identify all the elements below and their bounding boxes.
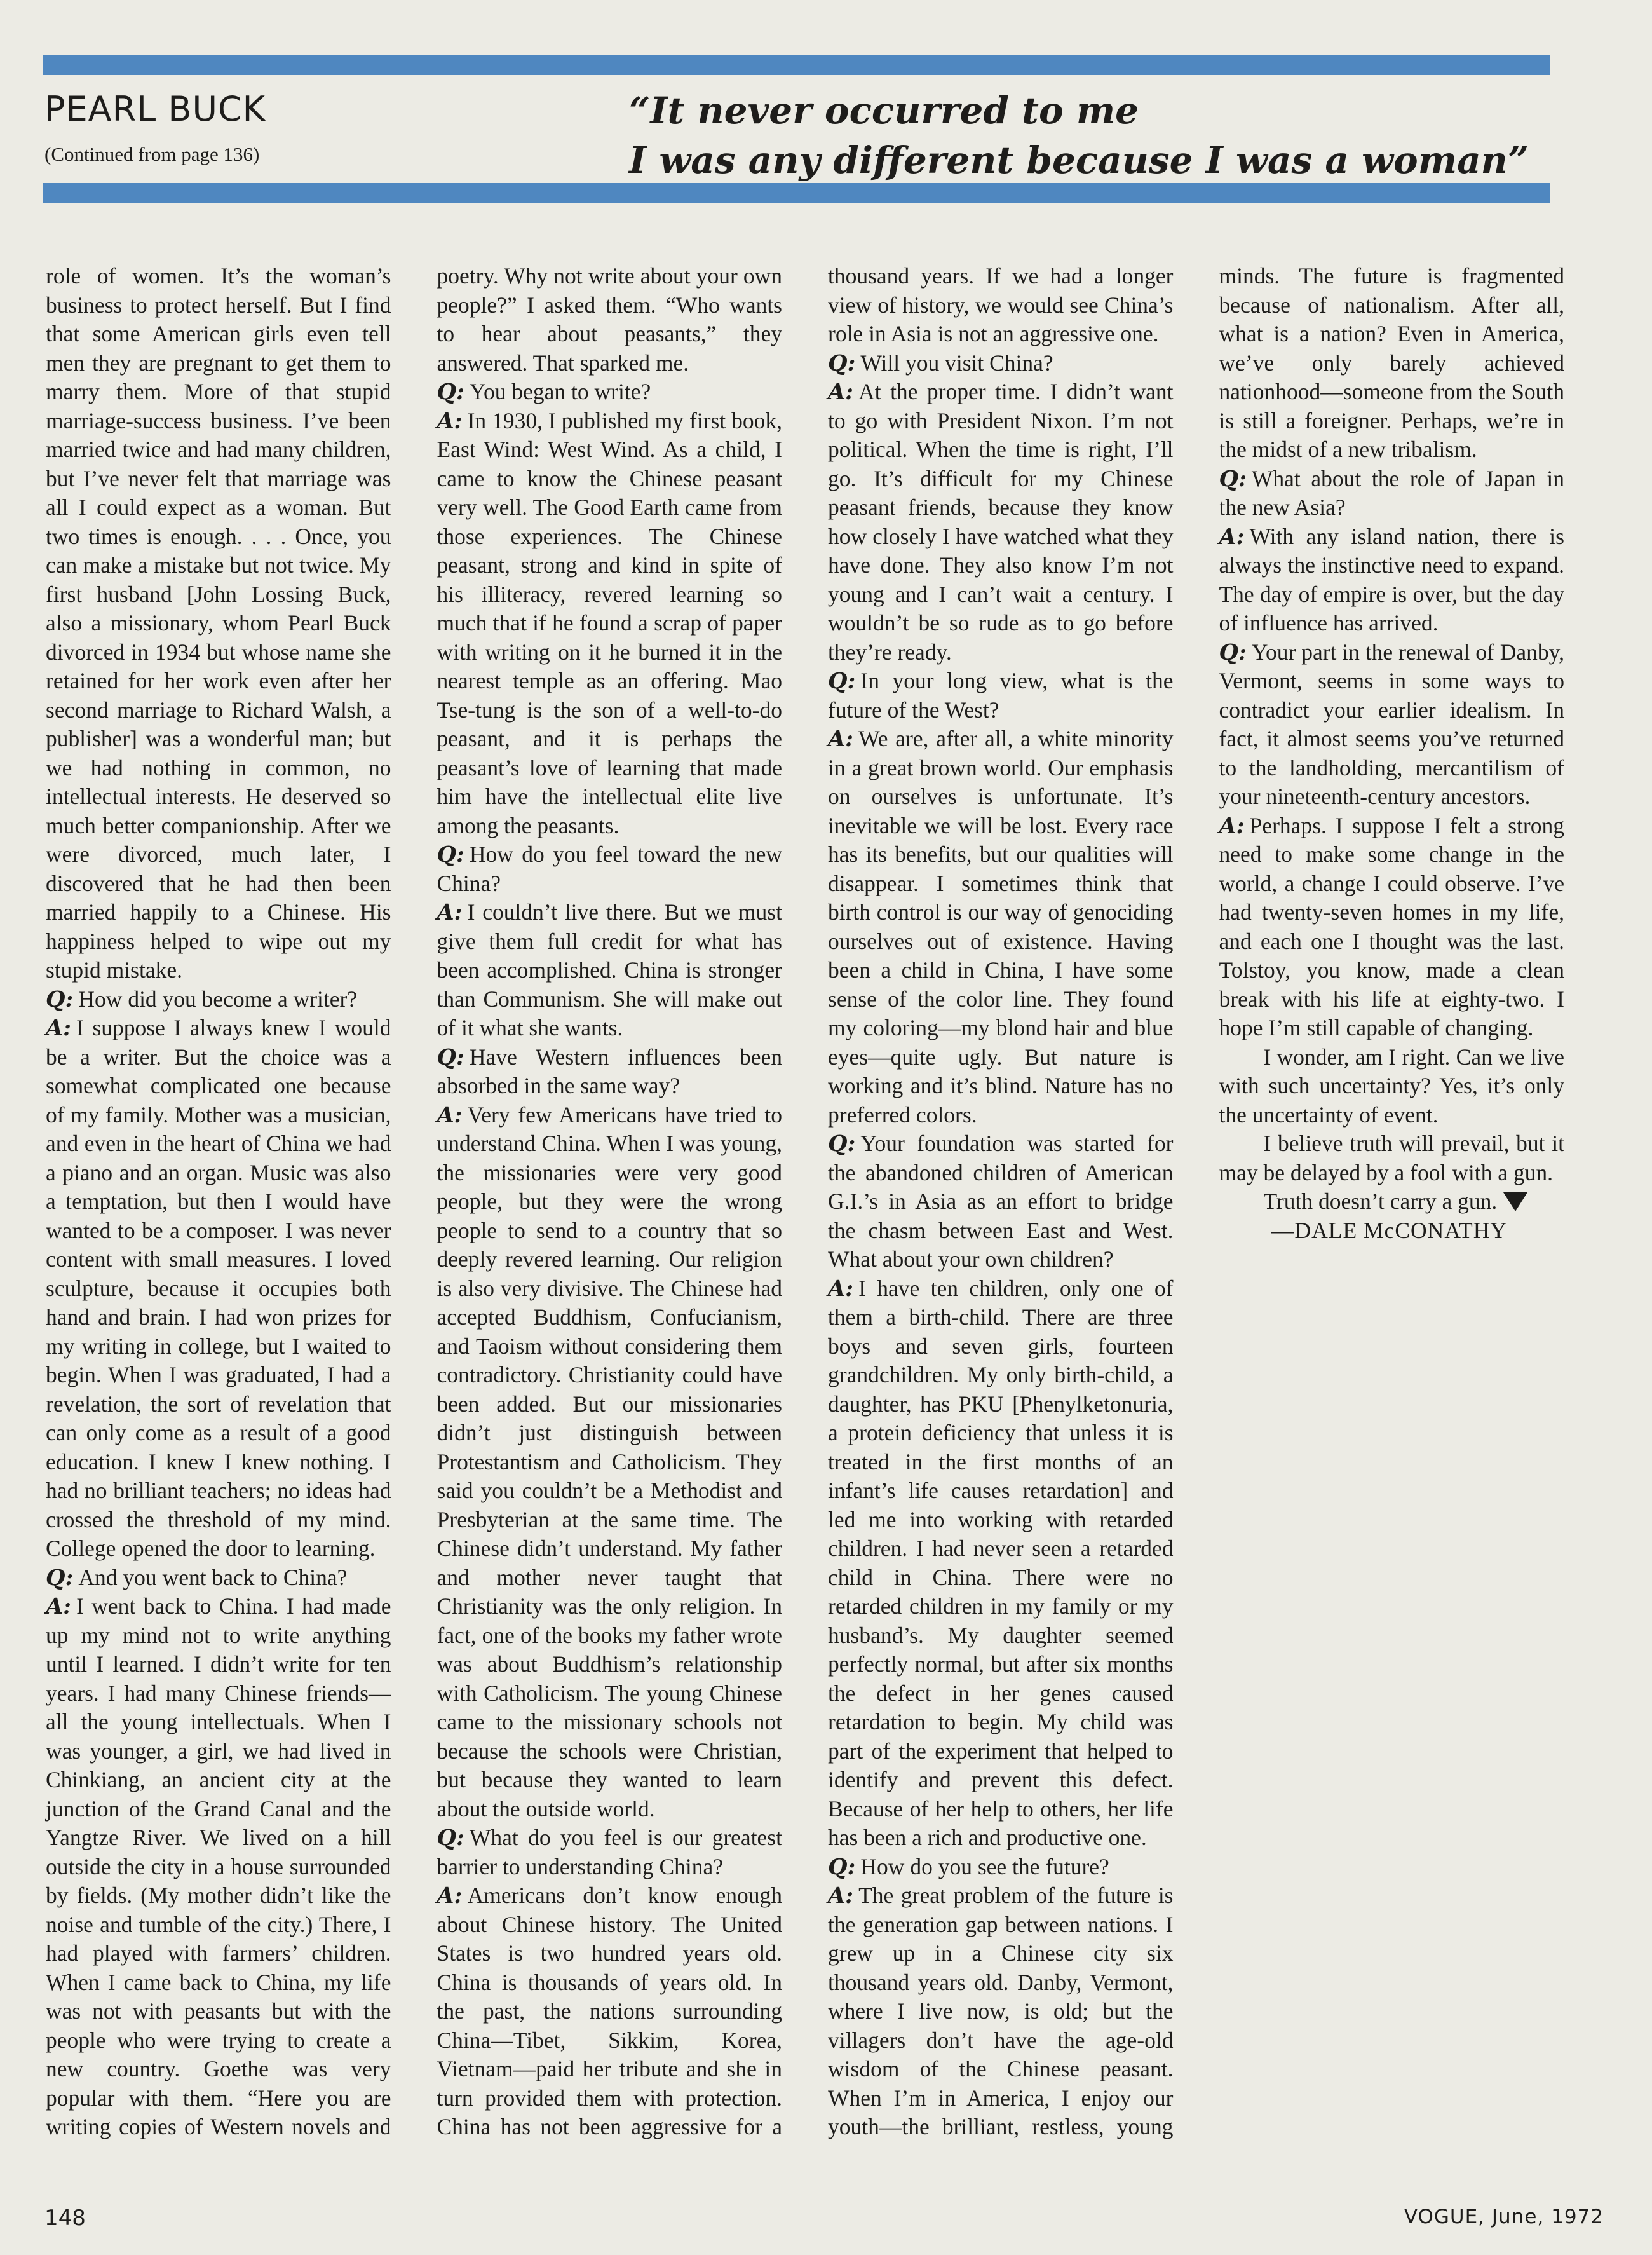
paragraph-text: Your part in the renewal of Danby, Vermont, seems in some ways to contradict your earlier idealism. In fact, it almost seems you’ve returned to the landholding, mercantilism of your nineteenth-century ancestors. xyxy=(1219,639,1564,809)
headline xyxy=(629,86,1550,185)
question-label: Q: xyxy=(46,986,74,1012)
question-paragraph xyxy=(828,1853,1174,1882)
question-paragraph xyxy=(1219,638,1565,812)
headline-line-2: I was any different because I was a woman” xyxy=(629,139,1529,182)
paragraph-text: What do you feel is our greatest barrier to understanding China? xyxy=(437,1825,782,1879)
question-label: Q: xyxy=(437,1825,464,1851)
paragraph-text: In 1930, I published my first book, East Wind: West Wind. As a child, I came to know the Chinese peasant very well. The Good Earth came from those experiences. The Chinese peasant, strong and kind in spite of his illiteracy, revered learning so much that if he found a scrap of paper with writing on it he burned it in the nearest temple as an offering. Mao Tse-tung is the son of a well-to-do peasant, and it is perhaps the peasant’s love of learning that made him have the intellectual elite live among the peasants. xyxy=(437,407,782,838)
answer-paragraph xyxy=(828,1274,1174,1853)
page-number: 148 xyxy=(44,2205,86,2231)
question-label: Q: xyxy=(1219,465,1247,492)
body-paragraph xyxy=(46,262,391,985)
question-label: Q: xyxy=(437,379,464,405)
end-mark-icon xyxy=(1503,1192,1527,1211)
answer-label: A: xyxy=(46,1015,72,1041)
question-paragraph xyxy=(437,1823,783,1881)
answer-label: A: xyxy=(1219,523,1245,550)
question-paragraph xyxy=(437,840,783,898)
question-paragraph xyxy=(46,985,391,1014)
answer-label: A: xyxy=(437,1101,463,1128)
answer-label: A: xyxy=(437,1883,463,1909)
header-bottom-rule xyxy=(43,183,1550,203)
answer-label: A: xyxy=(828,379,854,405)
question-paragraph xyxy=(828,1129,1174,1274)
question-paragraph xyxy=(1219,465,1565,522)
answer-label: A: xyxy=(828,726,854,752)
answer-label: A: xyxy=(828,1883,854,1909)
answer-paragraph xyxy=(828,725,1174,1129)
paragraph-text: role of women. It’s the woman’s business to protect herself. But I find that some American girls even tell men they are pregnant to get them to marry them. More of that stupid marriage-success business. I’ve been married twice and had many children, but I’ve never felt that marriage was all I could expect as a woman. But two times is enough. . . . Once, you can make a mistake but not twice. My first husband [John Lossing Buck, also a missionary, whom Pearl Buck divorced in 1934 but whose name she retained for her work even after her second marriage to Richard Walsh, a publisher] was a wonderful man; but we had nothing in common, no intellectual interests. He deserved so much better companionship. After we were divorced, much later, I discovered that he had then been married happily to a Chinese. His happiness helped to wipe out my stupid mistake. xyxy=(46,263,391,983)
paragraph-text: How do you see the future? xyxy=(860,1853,1109,1879)
paragraph-text: At the proper time. I didn’t want to go with President Nixon. I’m not political. When the time is right, I’ll go. It’s difficult for my Chinese peasant friends, because they know how closely I have watched what they have done. They also know I’m not young and I can’t wait a century. I wouldn’t be so rude as to go before they’re ready. xyxy=(828,379,1174,665)
paragraph-text: We are, after all, a white minority in a great brown world. Our emphasis on ourselves is unfortunate. It’s inevitable we will be lost. Every race has its benefits, but our qualities will disappear. I sometimes think that birth control is our way of genociding ourselves out of existence. Having been a child in China, I have some sense of the color line. They found my coloring—my blond hair and blue eyes—quite ugly. But nature is working and it’s blind. Nature has no preferred colors. xyxy=(828,726,1174,1128)
author-signature: —DALE McCONATHY xyxy=(1271,1217,1507,1243)
paragraph-text: Very few Americans have tried to understand China. When I was young, the missionaries were very good people, but they were the wrong people to send to a country that so deeply revered learning. Our religion is also very divisive. The Chinese had accepted Buddhism, Confucianism, and Taoism without considering them contradictory. Christianity could have been added. But our missionaries didn’t just distinguish between Protestantism and Catholicism. They said you couldn’t be a Methodist and Presbyterian at the same time. The Chinese didn’t understand. My father and mother never taught that Christianity was the only religion. In fact, one of the books my father wrote was about Buddhism’s relationship with Catholicism. The young Chinese came to the missionary schools not because the schools were Christian, but because they wanted to learn about the outside world. xyxy=(437,1101,782,1822)
question-label: Q: xyxy=(828,1131,856,1157)
header-top-rule xyxy=(43,55,1550,75)
section-kicker: PEARL BUCK xyxy=(44,89,266,129)
paragraph-text: With any island nation, there is always the instinctive need to expand. The day of empire is over, but the day of influence has arrived. xyxy=(1219,523,1564,636)
paragraph-text: Will you visit China? xyxy=(860,350,1053,376)
answer-label: A: xyxy=(828,1275,854,1302)
question-label: Q: xyxy=(1219,639,1247,665)
paragraph-text: And you went back to China? xyxy=(78,1564,348,1590)
paragraph-text: I wonder, am I right. Can we live with such uncertainty? Yes, it’s only the uncertainty of event. xyxy=(1219,1044,1564,1128)
question-label: Q: xyxy=(437,1044,464,1070)
answer-label: A: xyxy=(1219,812,1245,839)
question-label: Q: xyxy=(828,1853,856,1880)
body-paragraph xyxy=(1219,1129,1565,1187)
question-paragraph xyxy=(437,378,783,407)
answer-paragraph xyxy=(1219,812,1565,1043)
paragraph-text: Americans don’t know enough about Chinese history. The United States is two hundred years old. China is thousands of years old. In the past, the nations surrounding China—Tibet, Sikkim, Korea, Vietnam—paid her tribute and she in turn provided them with protection. China has not been aggressive for a thousand years. If we had a longer view of history, we would see China’s role in Asia is not an aggressive one. xyxy=(437,263,1174,2139)
continued-note: (Continued from page 136) xyxy=(44,143,260,165)
headline-line-1: “It never occurred to me xyxy=(629,89,1139,132)
paragraph-text: What about the role of Japan in the new Asia? xyxy=(1219,465,1564,520)
paragraph-text: I went back to China. I had made up my mind not to write anything until I learned. I didn’t write for ten years. I had many Chinese friends—all the young intellectuals. When I was younger, a girl, we had lived in Chinkiang, an ancient city at the junction of the Grand Canal and the Yangtze River. We lived on a hill outside the city in a house surrounded by fields. (My mother didn’t like the noise and tumble of the city.) There, I had played with farmers’ children. When I came back to China, my life was not with peasants but with the people who were trying to create a new country. Goethe was very popular with them. “Here you are writing copies of Western novels and poetry. Why not write about your own people?” I asked them. “Who wants to hear about peasants,” they answered. That sparked me. xyxy=(46,263,782,2139)
question-label: Q: xyxy=(828,668,856,694)
publication-info: VOGUE, June, 1972 xyxy=(1404,2205,1604,2228)
paragraph-text: I have ten children, only one of them a birth-child. There are three boys and seven girls, fourteen grandchildren. My only birth-child, a daughter, has PKU [Phenylketonuria, a protein deficiency that unless it is treated in the first months of an infant’s life causes retardation] and led me into working with retarded children. I had never seen a retarded child in China. There were no retarded children in my family or my husband’s. My daughter seemed perfectly normal, but after six months the defect in her genes caused retardation to begin. My child was part of the experiment that helped to identify and prevent this defect. Because of her help to others, her life has been a rich and productive one. xyxy=(828,1275,1174,1850)
question-paragraph xyxy=(46,1564,391,1593)
question-label: Q: xyxy=(46,1564,74,1591)
question-label: Q: xyxy=(437,841,464,868)
paragraph-text: Perhaps. I suppose I felt a strong need to make some change in the world, a change I could observe. I’ve had twenty-seven homes in my life, and each one I thought was the last. Tolstoy, you know, made a clean break with his life at eighty-two. I hope I’m still capable of changing. xyxy=(1219,812,1564,1040)
answer-label: A: xyxy=(437,899,463,925)
paragraph-text: Your foundation was started for the abandoned children of American G.I.’s in Asia as an effort to bridge the chasm between East and West. What about your own children? xyxy=(828,1131,1174,1272)
body-paragraph xyxy=(1219,1043,1565,1130)
question-label: Q: xyxy=(828,350,856,376)
paragraph-text: How do you feel toward the new China? xyxy=(437,841,782,896)
paragraph-text: I couldn’t live there. But we must give them full credit for what has been accomplished. China is stronger than Communism. She will make out of it what she wants. xyxy=(437,899,782,1040)
answer-paragraph xyxy=(437,407,783,841)
question-paragraph xyxy=(828,667,1174,725)
paragraph-text: The great problem of the future is the generation gap between nations. I grew up in a Chinese city six thousand years old. Danby, Vermont, where I live now, is old; but the villagers don’t have the age-old wisdom of the Chinese peasant. When I’m in America, I enjoy our youth—the brilliant, restless, young minds. The future is fragmented because of nationalism. After all, what is a nation? Even in America, we’ve only barely achieved nationhood—someone from the South is still a foreigner. Perhaps, we’re in the midst of a new tribalism. xyxy=(828,263,1564,2139)
paragraph-text: Have Western influences been absorbed in the same way? xyxy=(437,1044,782,1098)
paragraph-text: In your long view, what is the future of the West? xyxy=(828,668,1174,723)
question-paragraph xyxy=(828,349,1174,378)
question-paragraph xyxy=(437,1043,783,1101)
answer-paragraph xyxy=(437,898,783,1043)
answer-paragraph xyxy=(828,378,1174,667)
answer-paragraph xyxy=(1219,522,1565,638)
answer-paragraph xyxy=(46,1014,391,1564)
paragraph-text: Truth doesn’t carry a gun. xyxy=(1263,1189,1498,1214)
answer-paragraph xyxy=(437,1101,783,1824)
paragraph-text: I suppose I always knew I would be a writer. But the choice was a somewhat complicated one because of my family. Mother was a musician, and even in the heart of China we had a piano and an organ. Music was also a temptation, but then I would have wanted to be a composer. I was never content with small measures. I loved sculpture, because it occupies both hand and brain. I had won prizes for my writing in college, but I waited to begin. When I was graduated, I had a revelation, the sort of revelation that can only come as a result of a good education. I knew I knew nothing. I had no brilliant teachers; no ideas had crossed the threshold of my mind. College opened the door to learning. xyxy=(46,1015,391,1561)
paragraph-text: I believe truth will prevail, but it may be delayed by a fool with a gun. xyxy=(1219,1131,1564,1185)
paragraph-text: How did you become a writer? xyxy=(78,986,358,1012)
answer-label: A: xyxy=(437,407,463,434)
paragraph-text: You began to write? xyxy=(469,379,651,404)
body-paragraph xyxy=(1219,1187,1565,1216)
answer-label: A: xyxy=(46,1593,72,1619)
article-body xyxy=(46,262,1564,2156)
